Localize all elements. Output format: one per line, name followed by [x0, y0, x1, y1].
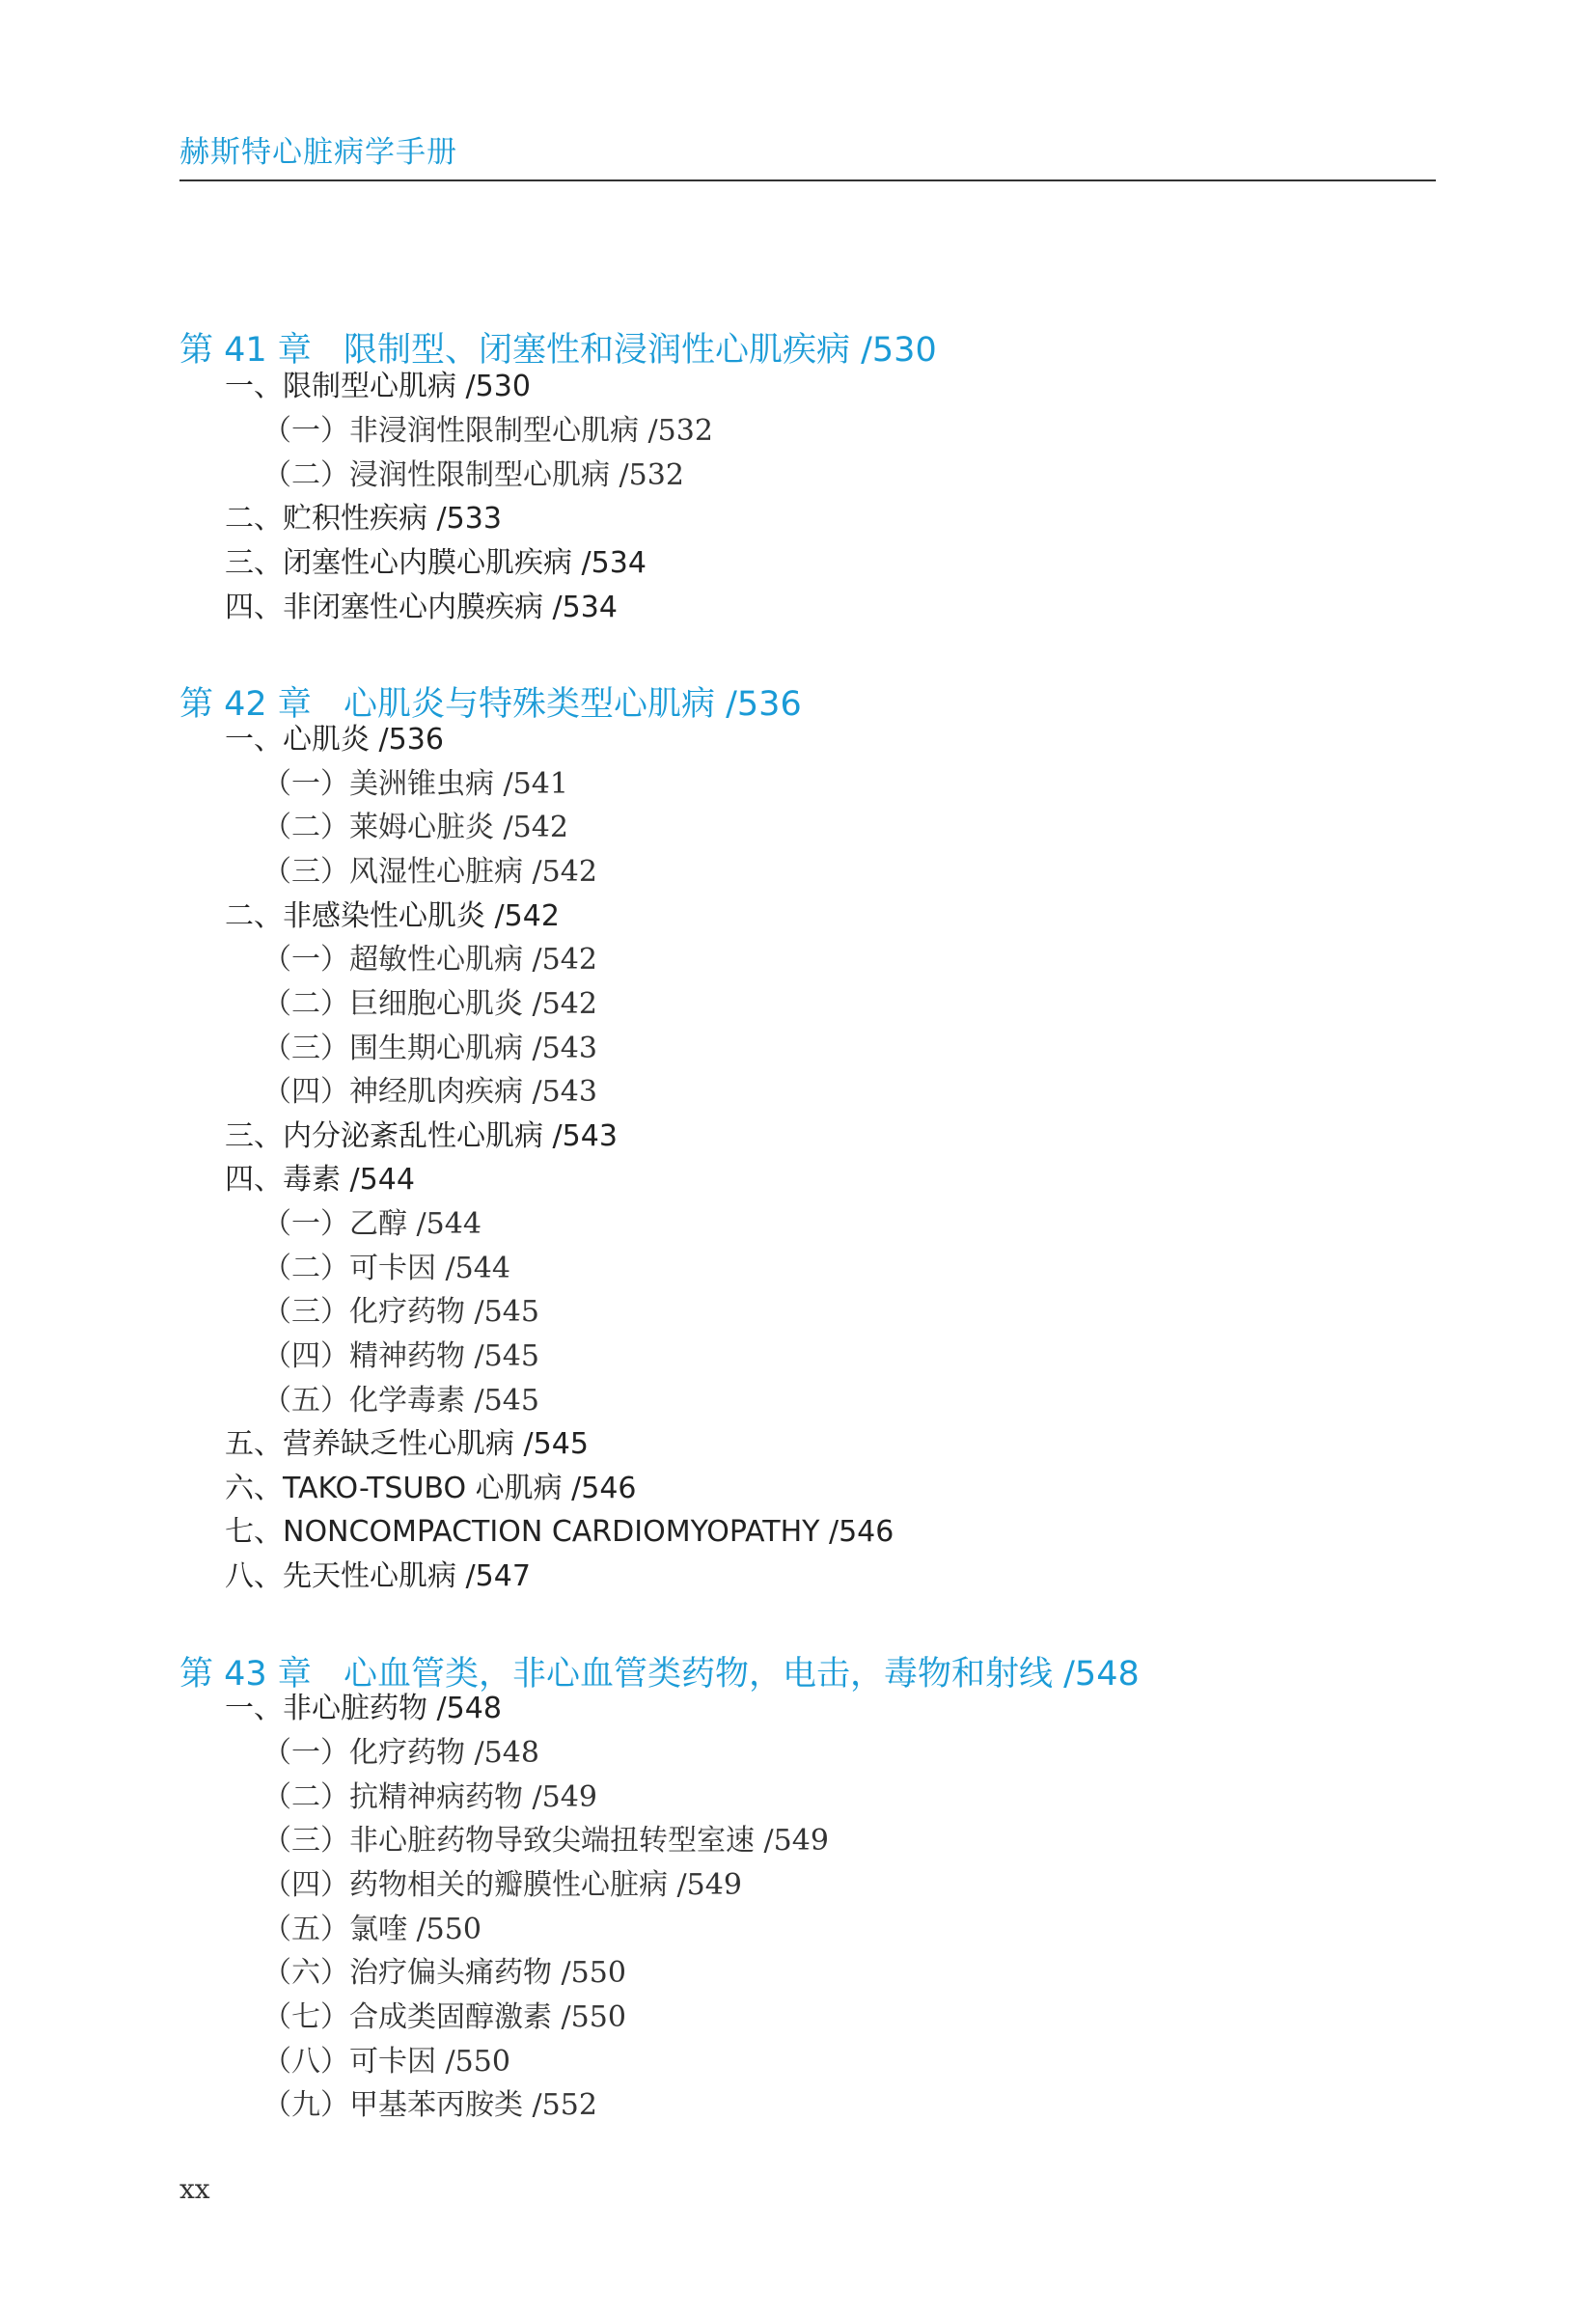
toc-subsection-entry: （一）非浸润性限制型心肌病 /532: [262, 414, 713, 448]
chapter-number: 第 42 章: [179, 685, 312, 724]
chapter-title: 限制型、闭塞性和浸润性心肌疾病 /530: [344, 331, 937, 370]
toc-section-entry: 一、限制型心肌病 /530: [225, 370, 531, 403]
page-number: xx: [179, 2173, 210, 2205]
toc-section-entry: 一、非心脏药物 /548: [225, 1692, 502, 1725]
toc-section-entry: 七、NONCOMPACTION CARDIOMYOPATHY /546: [225, 1515, 894, 1549]
toc-subsection-entry: （三）化疗药物 /545: [262, 1295, 539, 1329]
toc-subsection-entry: （八）可卡因 /550: [262, 2045, 510, 2079]
toc-subsection-entry: （四）药物相关的瓣膜性心脏病 /549: [262, 1868, 742, 1902]
toc-subsection-entry: （一）乙醇 /544: [262, 1207, 482, 1241]
toc-section-entry: 二、贮积性疾病 /533: [225, 502, 502, 536]
toc-chapter-heading: [179, 1655, 1140, 1694]
toc-subsection-entry: （九）甲基苯丙胺类 /552: [262, 2088, 597, 2122]
toc-section-entry: 二、非感染性心肌炎 /542: [225, 899, 560, 933]
toc-section-entry: 四、毒素 /544: [225, 1163, 415, 1197]
toc-subsection-entry: （一）美洲锥虫病 /541: [262, 767, 568, 801]
toc-subsection-entry: （四）精神药物 /545: [262, 1339, 539, 1373]
toc-section-entry: 一、心肌炎 /536: [225, 723, 444, 757]
toc-subsection-entry: （五）氯喹 /550: [262, 1913, 482, 1946]
toc-subsection-entry: （一）化疗药物 /548: [262, 1736, 539, 1770]
toc-subsection-entry: （二）抗精神病药物 /549: [262, 1780, 597, 1814]
chapter-number: 第 43 章: [179, 1655, 312, 1694]
toc-section-entry: 五、营养缺乏性心肌病 /545: [225, 1427, 589, 1461]
toc-subsection-entry: （二）可卡因 /544: [262, 1252, 510, 1285]
toc-subsection-entry: （二）莱姆心脏炎 /542: [262, 811, 568, 844]
toc-chapter-heading: [179, 685, 802, 724]
toc-section-entry: 三、闭塞性心内膜心肌疾病 /534: [225, 546, 647, 580]
toc-subsection-entry: （三）风湿性心脏病 /542: [262, 855, 597, 889]
toc-section-entry: 八、先天性心肌病 /547: [225, 1559, 531, 1593]
chapter-title: 心肌炎与特殊类型心肌病 /536: [344, 685, 802, 724]
toc-subsection-entry: （七）合成类固醇激素 /550: [262, 2000, 626, 2034]
toc-subsection-entry: （六）治疗偏头痛药物 /550: [262, 1956, 626, 1990]
toc-chapter-heading: [179, 331, 937, 370]
toc-subsection-entry: （三）围生期心肌病 /543: [262, 1032, 597, 1065]
toc-subsection-entry: （二）巨细胞心肌炎 /542: [262, 987, 597, 1021]
toc-section-entry: 四、非闭塞性心内膜疾病 /534: [225, 591, 618, 624]
toc-subsection-entry: （三）非心脏药物导致尖端扭转型室速 /549: [262, 1824, 829, 1858]
chapter-title: 心血管类，非心血管类药物，电击，毒物和射线 /548: [344, 1655, 1140, 1694]
toc-section-entry: 三、内分泌紊乱性心肌病 /543: [225, 1119, 618, 1153]
toc-subsection-entry: （五）化学毒素 /545: [262, 1384, 539, 1418]
chapter-number: 第 41 章: [179, 331, 312, 370]
toc-subsection-entry: （二）浸润性限制型心肌病 /532: [262, 458, 684, 492]
toc-subsection-entry: （一）超敏性心肌病 /542: [262, 943, 597, 977]
toc-section-entry: 六、TAKO-TSUBO 心肌病 /546: [225, 1472, 637, 1505]
toc-subsection-entry: （四）神经肌肉疾病 /543: [262, 1075, 597, 1109]
running-header-title: 赫斯特心脏病学手册: [179, 135, 457, 170]
